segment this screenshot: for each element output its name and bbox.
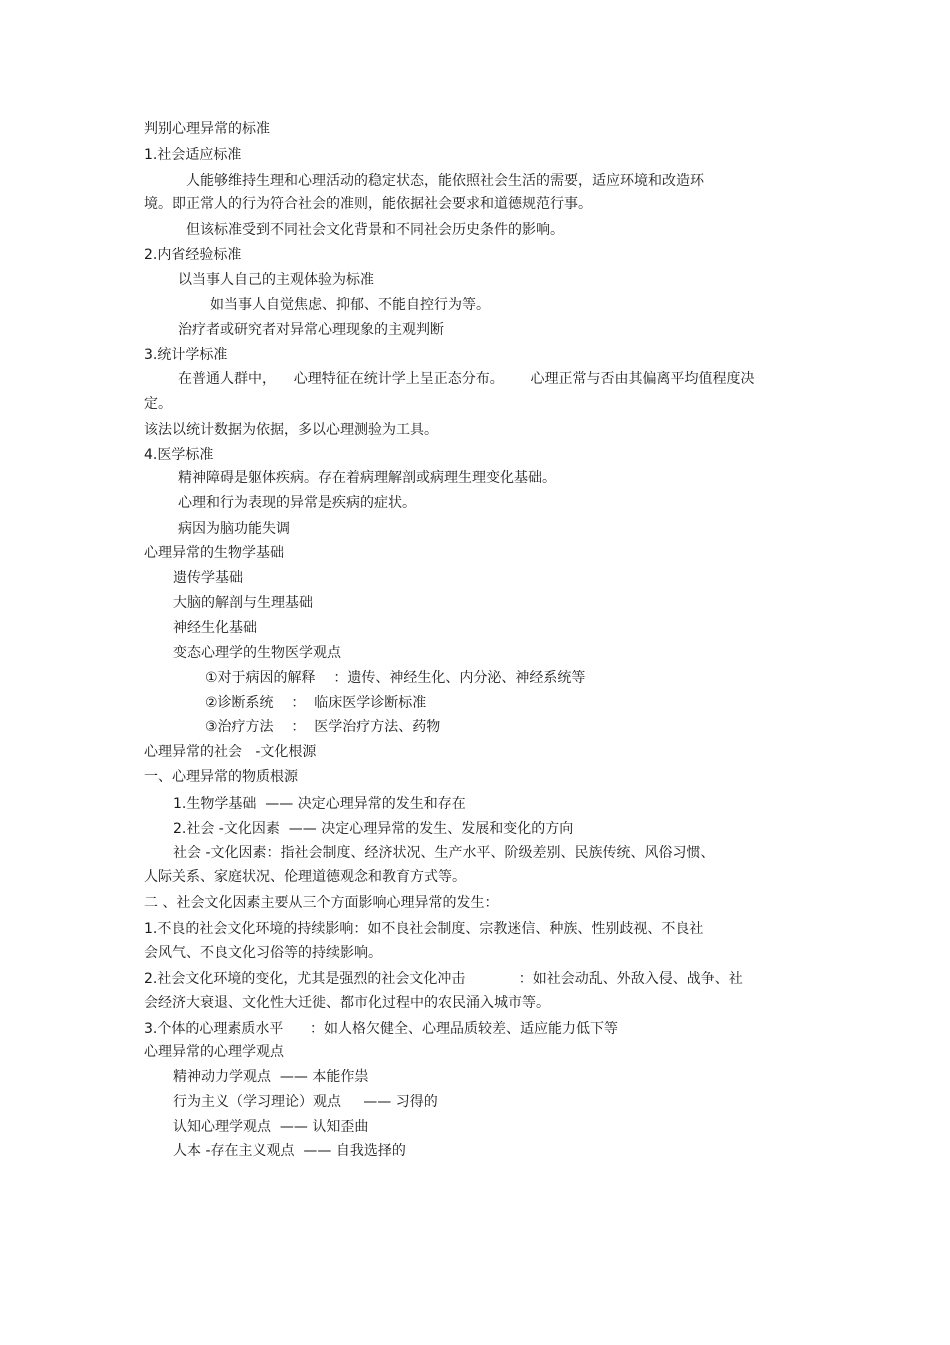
paragraph-line: 3.个体的心理素质水平 ：如人格欠健全、心理品质较差、适应能力低下等 bbox=[144, 1021, 619, 1037]
paragraph-line: 会经济大衰退、文化性大迁徙、都市化过程中的农民涌入城市等。 bbox=[144, 995, 550, 1011]
list-item: ②诊断系统 ： 临床医学诊断标准 bbox=[205, 695, 427, 711]
paragraph-line: 如当事人自觉焦虑、抑郁、不能自控行为等。 bbox=[210, 297, 490, 313]
section-heading: 判别心理异常的标准 bbox=[144, 121, 270, 137]
paragraph-line: 定。 bbox=[144, 396, 172, 412]
paragraph-line: 以当事人自己的主观体验为标准 bbox=[178, 272, 374, 288]
list-item: 1.生物学基础 —— 决定心理异常的发生和存在 bbox=[173, 796, 466, 812]
list-item: 精神动力学观点 —— 本能作祟 bbox=[173, 1069, 369, 1085]
subheading: 1.社会适应标准 bbox=[144, 147, 242, 163]
paragraph-line: 1.不良的社会文化环境的持续影响：如不良社会制度、宗教迷信、种族、性别歧视、不良社 bbox=[144, 921, 704, 937]
paragraph-line: 境。即正常人的行为符合社会的准则，能依据社会要求和道德规范行事。 bbox=[144, 196, 592, 212]
subheading: 一、心理异常的物质根源 bbox=[144, 769, 298, 785]
list-item: ①对于病因的解释 ：遗传、神经生化、内分泌、神经系统等 bbox=[205, 670, 586, 686]
paragraph-line: 人际关系、家庭状况、伦理道德观念和教育方式等。 bbox=[144, 869, 466, 885]
paragraph-line: 心理和行为表现的异常是疾病的症状。 bbox=[178, 495, 416, 511]
subheading: 二 、社会文化因素主要从三个方面影响心理异常的发生： bbox=[144, 895, 499, 911]
list-item: 2.社会 -文化因素 —— 决定心理异常的发生、发展和变化的方向 bbox=[173, 821, 574, 837]
paragraph-line: 治疗者或研究者对异常心理现象的主观判断 bbox=[178, 322, 444, 338]
list-item: ③治疗方法 ： 医学治疗方法、药物 bbox=[205, 719, 441, 735]
paragraph-line: 人能够维持生理和心理活动的稳定状态，能依照社会生活的需要，适应环境和改造环 bbox=[186, 173, 704, 189]
list-item: 行为主义（学习理论）观点 —— 习得的 bbox=[173, 1094, 438, 1110]
section-heading: 心理异常的生物学基础 bbox=[144, 545, 284, 561]
list-item: 变态心理学的生物医学观点 bbox=[173, 645, 341, 661]
list-item: 认知心理学观点 —— 认知歪曲 bbox=[173, 1119, 369, 1135]
subheading: 2.内省经验标准 bbox=[144, 247, 242, 263]
list-item: 大脑的解剖与生理基础 bbox=[173, 595, 313, 611]
list-item: 遗传学基础 bbox=[173, 570, 243, 586]
section-heading: 心理异常的心理学观点 bbox=[144, 1044, 284, 1060]
subheading: 3.统计学标准 bbox=[144, 347, 228, 363]
section-heading: 心理异常的社会 -文化根源 bbox=[144, 744, 317, 760]
list-item: 人本 -存在主义观点 —— 自我选择的 bbox=[173, 1143, 406, 1159]
paragraph-line: 社会 -文化因素：指社会制度、经济状况、生产水平、阶级差别、民族传统、风俗习惯、 bbox=[173, 845, 715, 861]
paragraph-line: 但该标准受到不同社会文化背景和不同社会历史条件的影响。 bbox=[186, 222, 564, 238]
paragraph-line: 会风气、不良文化习俗等的持续影响。 bbox=[144, 945, 382, 961]
paragraph-line: 病因为脑功能失调 bbox=[178, 521, 290, 537]
paragraph-line: 该法以统计数据为依据，多以心理测验为工具。 bbox=[144, 422, 438, 438]
paragraph-line: 2.社会文化环境的变化，尤其是强烈的社会文化冲击 ：如社会动乱、外敌入侵、战争、社 bbox=[144, 971, 743, 987]
subheading: 4.医学标准 bbox=[144, 447, 214, 463]
paragraph-line: 在普通人群中， 心理特征在统计学上呈正态分布。 心理正常与否由其偏离平均值程度决 bbox=[178, 371, 755, 387]
list-item: 神经生化基础 bbox=[173, 620, 257, 636]
paragraph-line: 精神障碍是躯体疾病。存在着病理解剖或病理生理变化基础。 bbox=[178, 470, 556, 486]
